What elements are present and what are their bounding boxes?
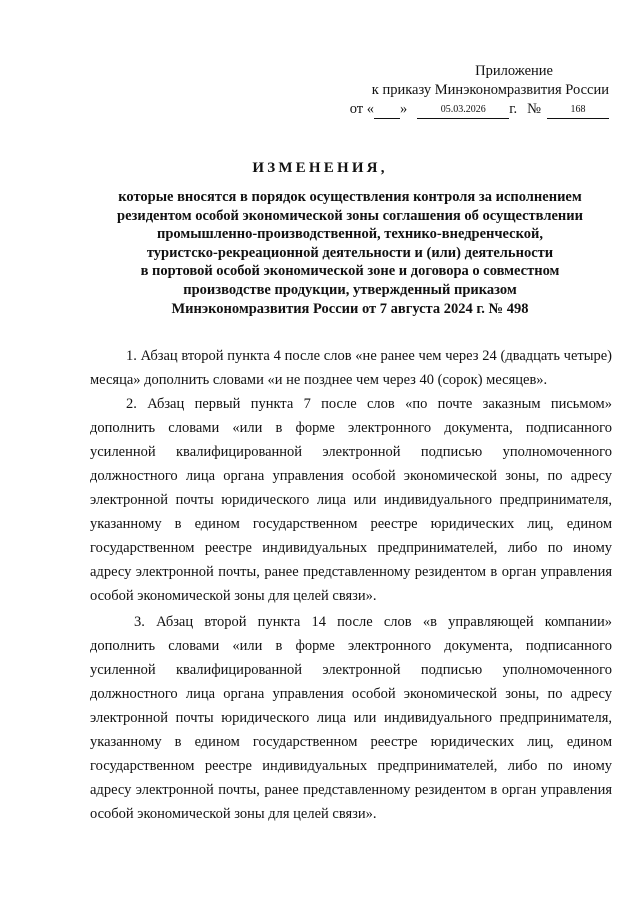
order-date: 05.03.2026 [417,102,509,119]
document-subtitle [100,188,600,318]
from-prefix: от « [349,101,374,117]
paragraph-1: 1. Абзац второй пункта 4 после слов «не ранее чем через 24 (двадцать четыре) месяца» дополнить словами «и не позднее чем через 40 (сорок) месяцев». [90,348,612,388]
quote-close: » [399,101,408,117]
appendix-order-reference: к приказу Минэкономразвития России [371,82,609,98]
subtitle-line: резидентом особой экономической зоны соглашения об осуществлении [117,207,583,224]
document-title: ИЗМЕНЕНИЯ, [252,160,388,176]
subtitle-line: промышленно-производственной, технико-внедренческой, [156,226,544,243]
day-blank [374,102,400,119]
paragraph-2: 2. Абзац первый пункта 7 после слов «по почте заказным письмом» дополнить словами «или в форме электронного документа, подписанного усиленной квалифицированной электронной подписью уполномоченного должностного лица органа управления особой экономической зоны, по адресу электронной почты юридического лица или индивидуального предпринимателя, указанному в едином государственном реестре юридических лиц, едином государственном реестре индивидуальных предпринимателей, либо по иному адресу электронной почты, ранее представленному резидентом в орган управления особой экономической зоны для целей связи». [90,396,612,604]
order-number: 168 [547,102,609,119]
year-suffix: г. [509,101,518,117]
subtitle-line: которые вносятся в порядок осуществления контроля за исполнением [118,189,582,205]
subtitle-line: туристско-рекреационной деятельности и (или) деятельности [146,244,554,261]
subtitle-line: производстве продукции, утвержденный приказом [183,281,517,298]
paragraph-3: 3. Абзац второй пункта 14 после слов «в управляющей компании» дополнить словами «или в форме электронного документа, подписанного усиленной квалифицированной электронной подписью уполномоченного должностного лица органа управления особой экономической зоны, по адресу электронной почты юридического лица или индивидуального предпринимателя, указанному в едином государственном реестре юридических лиц, едином государственном реестре индивидуальных предпринимателей, либо по иному адресу электронной почты, ранее представленному резидентом в орган управления особой экономической зоны для целей связи». [90,614,612,822]
appendix-header [350,62,609,119]
subtitle-line: в портовой особой экономической зоне и договора о совместном [140,263,560,280]
subtitle-line: Минэкономразвития России от 7 августа 2024 г. № 498 [171,300,529,317]
order-date-number-line [350,100,609,119]
number-label: № [527,101,541,117]
appendix-label: Приложение [475,63,553,79]
document-body [90,344,612,826]
